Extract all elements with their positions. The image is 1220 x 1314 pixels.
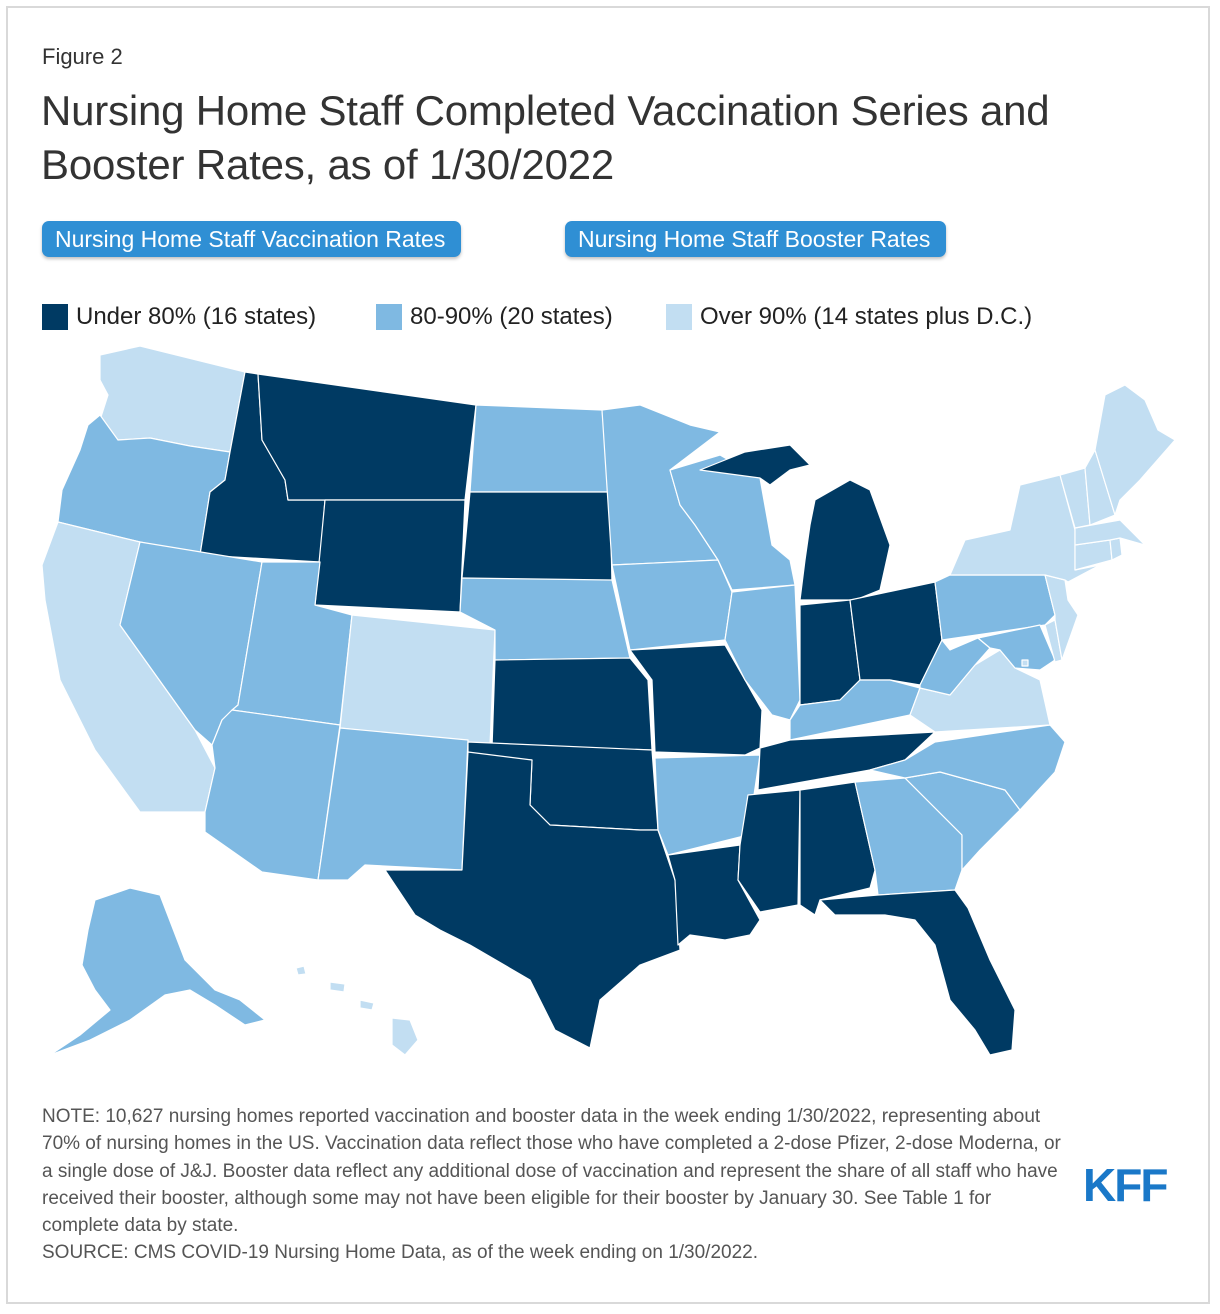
kff-logo-text: KFF — [1083, 1163, 1167, 1205]
legend-label-over-90: Over 90% (14 states plus D.C.) — [700, 303, 1033, 330]
state-KS[interactable] — [492, 658, 652, 750]
state-WY[interactable] — [315, 500, 465, 612]
state-HI[interactable] — [296, 966, 418, 1055]
state-CO[interactable] — [340, 615, 495, 745]
state-SD[interactable] — [462, 492, 612, 585]
state-WA[interactable] — [100, 346, 245, 452]
state-ND[interactable] — [470, 405, 610, 492]
state-FL[interactable] — [820, 890, 1015, 1055]
state-NM[interactable] — [318, 728, 468, 880]
figure-label: Figure 2 — [42, 44, 123, 69]
source: SOURCE: CMS COVID-19 Nursing Home Data, as of the week ending on 1/30/2022. — [42, 1242, 759, 1264]
state-IA[interactable] — [612, 560, 732, 650]
tab-vaccination-rates[interactable]: Nursing Home Staff Vaccination Rates — [42, 221, 461, 257]
note: NOTE: 10,627 nursing homes reported vaccination and booster data in the week ending 1/30/2022, representing about 70% of nursing homes in the US. Vaccination data reflect those who have completed a 2-dose Pfizer, 2-dose Moderna, or a single dose of J&J. Booster data reflect any additional dose of vaccination and represent the share of all staff who have received their booster, although some may not have been eligible for their booster by January 30. See Table 1 for complete data by state. — [42, 1106, 1061, 1237]
state-DC[interactable] — [1022, 660, 1028, 666]
legend-label-under-80: Under 80% (16 states) — [76, 303, 317, 330]
note-text — [42, 1103, 1062, 1267]
state-MS[interactable] — [738, 790, 800, 912]
us-map — [30, 340, 1190, 1070]
kff-logo — [1083, 1163, 1177, 1205]
legend-swatch-over-90 — [666, 304, 692, 330]
legend-label-80-90: 80-90% (20 states) — [410, 303, 613, 330]
legend-swatch-under-80 — [42, 304, 68, 330]
state-MT[interactable] — [258, 374, 476, 500]
tab-booster-rates[interactable]: Nursing Home Staff Booster Rates — [565, 221, 946, 257]
legend-swatch-80-90 — [376, 304, 402, 330]
state-AK[interactable] — [50, 888, 265, 1055]
chart-title: Nursing Home Staff Completed Vaccination Series and Booster Rates, as of 1/30/2022 — [41, 87, 1050, 188]
state-RI[interactable] — [1110, 538, 1122, 560]
state-AZ[interactable] — [205, 710, 340, 880]
